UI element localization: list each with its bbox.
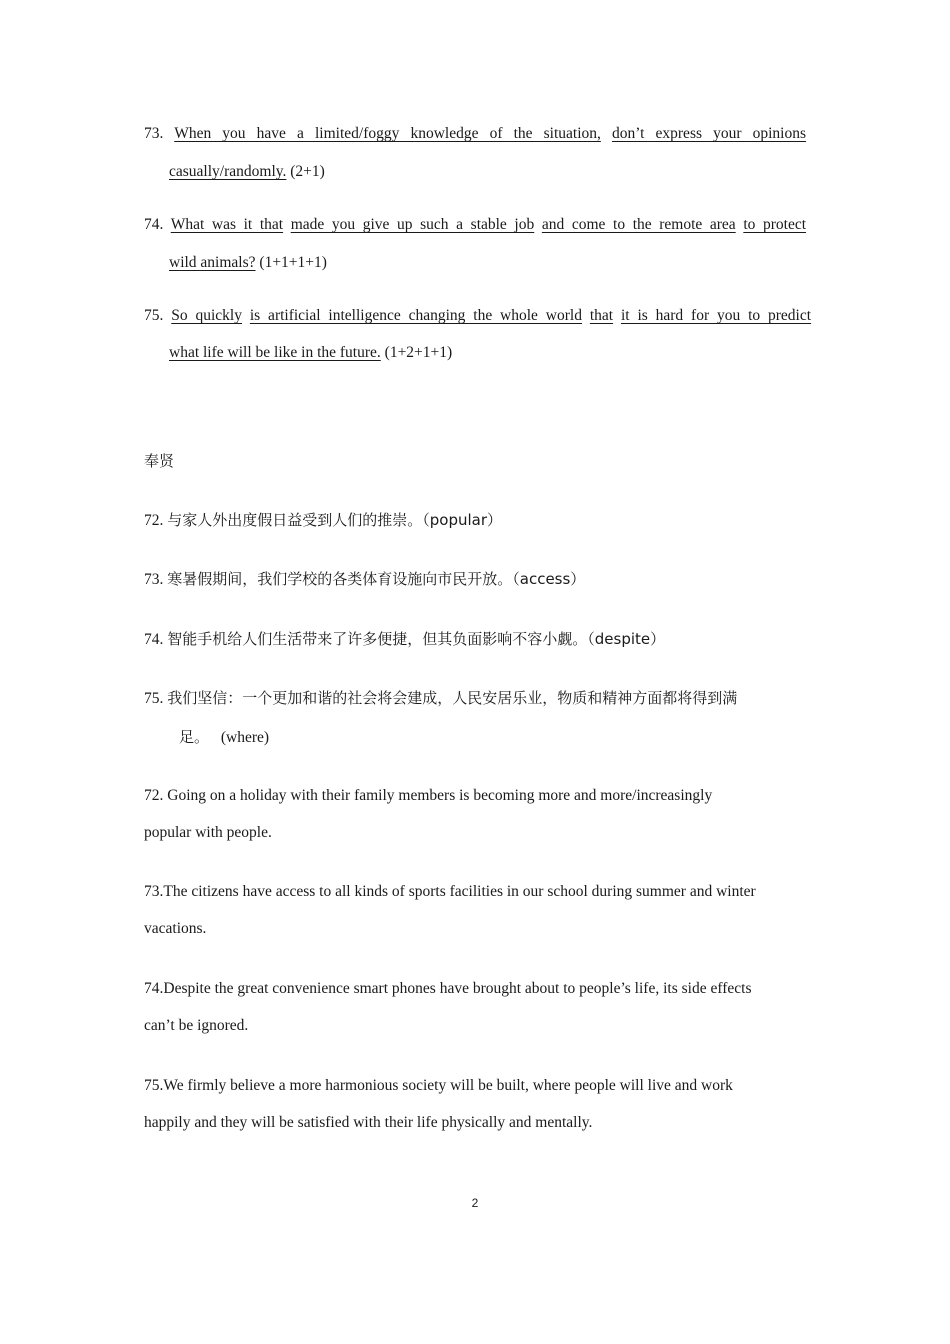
page-number: 2	[471, 1196, 479, 1210]
answer-b-74-line1: 74.Despite the great convenience smart phones have brought about to people’s life, its side effects	[144, 980, 752, 997]
answer-segment: wild animals?	[169, 254, 256, 271]
answer-segment: So quickly	[171, 307, 242, 324]
answer-73-line2	[169, 162, 325, 182]
answer-segment: When you have a limited/foggy knowledge of the situation,	[174, 125, 601, 142]
question-text: 与家人外出度假日益受到人们的推崇。	[167, 511, 423, 529]
answer-segment: casually/randomly.	[169, 163, 287, 180]
answer-segment: and come to the remote area	[541, 216, 736, 233]
question-number: 73.	[144, 571, 164, 588]
answer-segment: it is hard for you to predict	[620, 307, 812, 324]
question-75-line2	[179, 727, 269, 748]
question-74	[144, 629, 665, 650]
question-number: 72.	[144, 512, 164, 529]
answer-b-72-line1: 72. Going on a holiday with their family members is becoming more and more/increasingly	[144, 787, 713, 804]
answer-b-72-line2: popular with people.	[144, 824, 272, 841]
answer-score: (1+1+1+1)	[259, 254, 327, 271]
question-72	[144, 510, 502, 531]
answer-segment: what life will be like in the future.	[169, 344, 381, 361]
question-text-continued: 足。	[179, 728, 210, 746]
answer-74-line2	[169, 253, 327, 273]
answer-segment: made you give up such a stable job	[290, 216, 535, 233]
answer-b-75-line2: happily and they will be satisfied with their life physically and mentally.	[144, 1114, 593, 1131]
answer-score: (2+1)	[290, 163, 325, 180]
answer-75-line2	[169, 343, 452, 363]
answer-segment: What was it that	[170, 216, 284, 233]
question-text: 我们坚信：一个更加和谐的社会将会建成，人民安居乐业，物质和精神方面都将得到满	[167, 689, 738, 707]
question-number: 75.	[144, 690, 164, 707]
answer-number: 74.	[144, 216, 164, 233]
question-75-line1	[144, 688, 737, 709]
answer-74-line1	[144, 215, 806, 235]
answer-score: (1+2+1+1)	[384, 344, 453, 361]
answer-segment: is artificial intelligence changing the whole world	[249, 307, 582, 324]
question-73	[144, 569, 585, 590]
question-number: 74.	[144, 631, 164, 648]
question-hint: （despite）	[587, 630, 666, 648]
answer-73-line1	[144, 124, 806, 144]
answer-b-73-line2: vacations.	[144, 920, 207, 937]
question-hint: （access）	[512, 570, 586, 588]
section-title: 奉贤	[144, 452, 175, 470]
answer-b-75-line1: 75.We firmly believe a more harmonious society will be built, where people will live and work	[144, 1077, 733, 1094]
answer-75-line1	[144, 306, 811, 326]
question-hint: (where)	[220, 729, 270, 746]
answer-segment: that	[589, 307, 614, 324]
answer-b-73-line1: 73.The citizens have access to all kinds of sports facilities in our school during summer and winter	[144, 883, 756, 900]
question-text: 智能手机给人们生活带来了许多便捷，但其负面影响不容小觑。	[167, 630, 588, 648]
question-text: 寒暑假期间，我们学校的各类体育设施向市民开放。	[167, 570, 513, 588]
answer-number: 75.	[144, 307, 164, 324]
answer-segment: to protect	[743, 216, 807, 233]
question-hint: （popular）	[422, 511, 503, 529]
answer-segment: don’t express your opinions	[611, 125, 807, 142]
answer-b-74-line2: can’t be ignored.	[144, 1017, 249, 1034]
answer-number: 73.	[144, 125, 164, 142]
